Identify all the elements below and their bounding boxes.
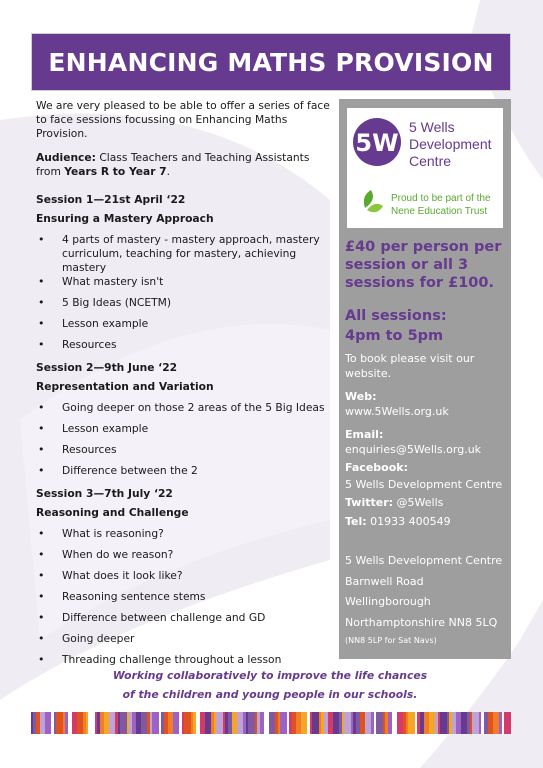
stripe xyxy=(246,712,248,734)
stripe xyxy=(499,712,502,734)
bullet-icon: • xyxy=(38,338,45,351)
stripe xyxy=(147,712,150,734)
stripe xyxy=(292,712,296,734)
stripe xyxy=(467,712,470,734)
stripe xyxy=(351,712,353,734)
bullet-icon: • xyxy=(38,632,45,645)
stripe xyxy=(182,712,184,734)
stripe xyxy=(95,712,97,734)
stripe xyxy=(403,712,406,734)
stripe xyxy=(321,712,324,734)
stripe xyxy=(141,712,147,734)
stripe xyxy=(63,712,65,734)
stripe xyxy=(312,712,319,734)
intro-text: We are very pleased to be able to offer a series of face to face sessions focussing on Enhancing Maths Provision. xyxy=(36,99,330,140)
stripe xyxy=(173,712,179,734)
stripe xyxy=(260,712,264,734)
stripe xyxy=(65,712,68,734)
stripe xyxy=(360,712,365,734)
stripe xyxy=(132,712,136,734)
list-item: • 4 parts of mastery - mastery approach, mastery curriculum, teaching for mastery, achieving mastery xyxy=(38,233,320,274)
list-item: • Lesson example xyxy=(38,317,149,330)
stripe xyxy=(264,712,269,734)
list-item: • Lesson example xyxy=(38,422,149,435)
stripe xyxy=(72,712,77,734)
session-1-title: Session 1—21st April ‘22 xyxy=(36,193,186,206)
stripe xyxy=(438,712,440,734)
stripe xyxy=(237,712,243,734)
address-block xyxy=(345,551,509,649)
stripe xyxy=(488,712,493,734)
logo-name-line1: 5 Wells xyxy=(409,119,455,135)
bullet-icon: • xyxy=(38,275,45,288)
stripe xyxy=(296,712,301,734)
stripe xyxy=(310,712,312,734)
stripe xyxy=(365,712,371,734)
stripe xyxy=(31,712,33,734)
session-3-title: Session 3—7th July ‘22 xyxy=(36,487,173,500)
stripe xyxy=(191,712,193,734)
stripe xyxy=(353,712,356,734)
stripe xyxy=(333,712,339,734)
stripe xyxy=(100,712,104,734)
list-item: • What is reasoning? xyxy=(38,527,164,540)
list-item: • Difference between the 2 xyxy=(38,464,198,477)
session-3-topics xyxy=(36,527,332,674)
stripe xyxy=(397,712,403,734)
centre-logo xyxy=(347,108,503,228)
stripe xyxy=(164,712,168,734)
bullet-icon: • xyxy=(38,464,45,477)
list-item: • Threading challenge throughout a lesson xyxy=(38,653,282,666)
stripe xyxy=(179,712,182,734)
bullet-icon: • xyxy=(38,296,45,309)
session-details xyxy=(36,99,332,674)
bullet-icon: • xyxy=(38,233,45,246)
stripe xyxy=(211,712,214,734)
list-item: • What mastery isn't xyxy=(38,275,164,288)
stripe xyxy=(502,712,504,734)
footer-tagline xyxy=(40,666,500,704)
session-times xyxy=(345,306,509,346)
stripe xyxy=(493,712,499,734)
stripe xyxy=(228,712,232,734)
stripe xyxy=(150,712,152,734)
session-1-topics xyxy=(36,233,332,359)
stripe xyxy=(484,712,488,734)
logo-name-line2: Development xyxy=(409,136,492,152)
stripe xyxy=(328,712,333,734)
session-2-title: Session 2—9th June ‘22 xyxy=(36,361,178,374)
stripe xyxy=(205,712,211,734)
stripe xyxy=(280,712,287,734)
stripe xyxy=(392,712,397,734)
decorative-stripe-bar xyxy=(31,712,511,734)
stripe xyxy=(83,712,86,734)
stripe xyxy=(269,712,275,734)
stripe xyxy=(481,712,484,734)
bullet-icon: • xyxy=(38,422,45,435)
all-sessions-time: 4pm to 5pm xyxy=(345,328,444,344)
stripe xyxy=(51,712,54,734)
stripe xyxy=(449,712,452,734)
list-item: • Going deeper on those 2 areas of the 5 Big Ideas xyxy=(38,401,325,414)
bullet-icon: • xyxy=(38,527,45,540)
stripe xyxy=(435,712,438,734)
list-item: • 5 Big Ideas (NCETM) xyxy=(38,296,172,309)
twitter-line xyxy=(345,495,509,510)
tel-line xyxy=(345,514,509,529)
trust-line1: Proud to be part of the xyxy=(391,193,491,204)
stripe xyxy=(118,712,120,734)
facebook-link[interactable]: 5 Wells Development Centre xyxy=(345,478,503,491)
stripe xyxy=(307,712,310,734)
list-item: • Resources xyxy=(38,338,117,351)
stripe xyxy=(424,712,429,734)
stripe xyxy=(129,712,132,734)
list-item: • Reasoning sentence stems xyxy=(38,590,206,603)
session-1-subtitle: Ensuring a Mastery Approach xyxy=(36,212,214,225)
page-title: ENHANCING MATHS PROVISION xyxy=(48,47,494,77)
stripe xyxy=(36,712,40,734)
stripe xyxy=(420,712,424,734)
bullet-icon: • xyxy=(38,653,45,666)
stripe xyxy=(301,712,307,734)
list-item: • Difference between challenge and GD xyxy=(38,611,266,624)
logo-name-line3: Centre xyxy=(409,153,452,169)
stripe xyxy=(289,712,292,734)
stripe xyxy=(216,712,223,734)
footer-line1: Working collaboratively to improve the life chances xyxy=(112,669,428,682)
session-3-subtitle: Reasoning and Challenge xyxy=(36,506,189,519)
stripe xyxy=(109,712,115,734)
address-line4: Northamptonshire NN8 5LQ xyxy=(345,615,498,629)
stripe xyxy=(324,712,328,734)
web-link[interactable]: www.5Wells.org.uk xyxy=(345,405,449,418)
logo-mark: 5W xyxy=(355,129,399,157)
session-2-subtitle: Representation and Variation xyxy=(36,380,214,393)
stripe xyxy=(54,712,56,734)
stripe xyxy=(440,712,447,734)
stripe xyxy=(136,712,141,734)
stripe xyxy=(447,712,449,734)
stripe xyxy=(376,712,383,734)
stripe xyxy=(225,712,228,734)
stripe xyxy=(452,712,456,734)
stripe xyxy=(406,712,408,734)
stripe xyxy=(161,712,164,734)
stripe xyxy=(278,712,280,734)
web-label: Web: xyxy=(345,390,377,403)
list-item: • When do we reason? xyxy=(38,548,174,561)
stripe xyxy=(152,712,159,734)
stripe xyxy=(385,712,388,734)
stripe xyxy=(127,712,129,734)
stripe xyxy=(193,712,196,734)
stripe xyxy=(356,712,360,734)
stripe xyxy=(56,712,63,734)
trust-line2: Nene Education Trust xyxy=(391,206,488,217)
stripe xyxy=(243,712,246,734)
stripe xyxy=(168,712,173,734)
stripe xyxy=(86,712,88,734)
booking-text: To book please visit our website. xyxy=(345,352,475,380)
bullet-icon: • xyxy=(38,611,45,624)
address-line3: Wellingborough xyxy=(345,595,431,608)
bullet-icon: • xyxy=(38,317,45,330)
satnav-note: (NN8 5LP for Sat Navs) xyxy=(345,636,437,645)
stripe xyxy=(77,712,83,734)
stripe xyxy=(339,712,342,734)
stripe xyxy=(479,712,481,734)
bullet-icon: • xyxy=(38,443,45,456)
facebook-label: Facebook: xyxy=(345,461,408,474)
twitter-label: Twitter: xyxy=(345,496,394,509)
stripe xyxy=(504,712,511,734)
trust-leaf-icon xyxy=(364,190,383,212)
stripe xyxy=(33,712,36,734)
stripe xyxy=(40,712,45,734)
title-banner xyxy=(31,33,511,91)
twitter-link[interactable]: @5Wells xyxy=(393,496,444,509)
stripe xyxy=(214,712,216,734)
bullet-icon: • xyxy=(38,548,45,561)
stripe xyxy=(342,712,344,734)
stripe xyxy=(248,712,255,734)
stripe xyxy=(408,712,415,734)
stripe xyxy=(417,712,420,734)
bullet-icon: • xyxy=(38,401,45,414)
stripe xyxy=(115,712,118,734)
logo-card xyxy=(347,108,503,228)
stripe xyxy=(470,712,472,734)
address-line1: 5 Wells Development Centre xyxy=(345,554,503,567)
list-item: • What does it look like? xyxy=(38,569,183,582)
bullet-icon: • xyxy=(38,569,45,582)
stripe xyxy=(415,712,417,734)
contact-details xyxy=(345,351,509,529)
stripe xyxy=(257,712,260,734)
stripe xyxy=(159,712,161,734)
stripe xyxy=(388,712,392,734)
stripe xyxy=(319,712,321,734)
stripe xyxy=(255,712,257,734)
stripe xyxy=(104,712,109,734)
stripe xyxy=(223,712,225,734)
stripe xyxy=(232,712,237,734)
stripe xyxy=(88,712,95,734)
audience-text: Audience: Class Teachers and Teaching Assistants from Years R to Year 7. xyxy=(36,151,310,178)
list-item: • Going deeper xyxy=(38,632,135,645)
stripe xyxy=(461,712,467,734)
stripe xyxy=(472,712,479,734)
stripe xyxy=(68,712,72,734)
all-sessions-label: All sessions: xyxy=(345,308,447,324)
stripe xyxy=(456,712,461,734)
stripe xyxy=(429,712,435,734)
session-2-topics xyxy=(36,401,332,485)
list-item: • Resources xyxy=(38,443,117,456)
email-link[interactable]: enquiries@5Wells.org.uk xyxy=(345,443,482,456)
stripe xyxy=(97,712,100,734)
tel-number[interactable]: 01933 400549 xyxy=(366,515,451,528)
stripe xyxy=(120,712,127,734)
info-panel xyxy=(339,99,511,659)
stripe xyxy=(383,712,385,734)
stripe xyxy=(344,712,351,734)
stripe xyxy=(45,712,51,734)
stripe xyxy=(200,712,205,734)
bullet-icon: • xyxy=(38,590,45,603)
stripe xyxy=(184,712,191,734)
price-text: £40 per person per session or all 3 sessions for £100. xyxy=(345,239,502,291)
tel-label: Tel: xyxy=(345,515,367,528)
stripe xyxy=(196,712,200,734)
stripe xyxy=(287,712,289,734)
stripe xyxy=(275,712,278,734)
stripe xyxy=(374,712,376,734)
stripe xyxy=(371,712,374,734)
email-label: Email: xyxy=(345,428,384,441)
footer-line2: of the children and young people in our schools. xyxy=(122,688,418,701)
address-line2: Barnwell Road xyxy=(345,574,424,588)
